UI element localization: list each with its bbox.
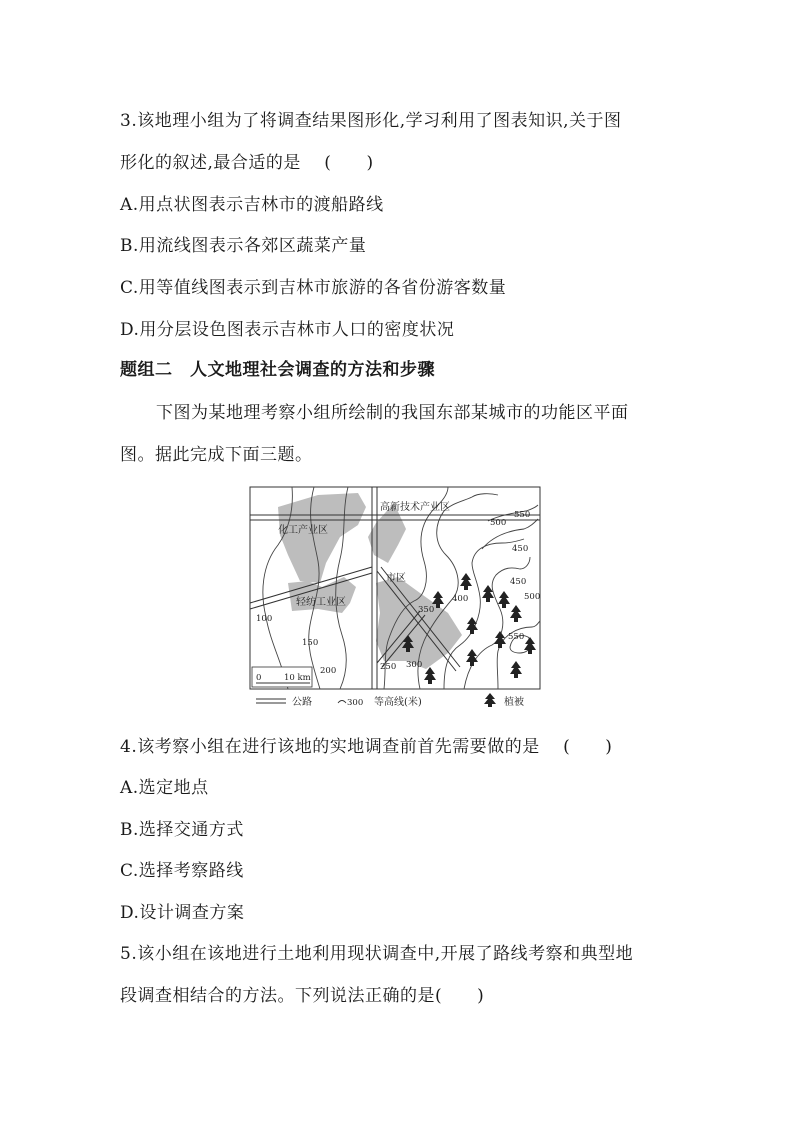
contour-label-300: 300: [406, 660, 423, 670]
scale-distance: 10 km: [284, 673, 311, 683]
map-svg: [248, 485, 544, 715]
q3-option-c: C.用等值线图表示到吉林市旅游的各省份游客数量: [120, 278, 507, 298]
label-textile-zone: 轻纺工业区: [296, 597, 346, 608]
q3-option-a: A.用点状图表示吉林市的渡船路线: [120, 195, 384, 215]
q4-text: 4.该考察小组在进行该地的实地调查前首先需要做的是 ( ): [120, 737, 613, 757]
q5-text-line-1: 5.该小组在该地进行土地利用现状调查中,开展了路线考察和典型地: [120, 944, 634, 964]
q4-option-d: D.设计调查方案: [120, 903, 245, 923]
contour-label-400: 400: [452, 594, 469, 604]
legend-contour-sample: 300: [347, 698, 364, 708]
scale-bar: [252, 667, 312, 687]
q3-option-d: D.用分层设色图表示吉林市人口的密度状况: [120, 320, 455, 340]
legend-road-label: 公路: [292, 697, 312, 708]
q4-option-b: B.选择交通方式: [120, 820, 244, 840]
contour-label-450-a: 450: [512, 544, 529, 554]
contour-label-500-a: 500: [490, 518, 507, 528]
map-legend: [256, 693, 524, 708]
q3-text-line-1: 3.该地理小组为了将调查结果图形化,学习利用了图表知识,关于图: [120, 111, 622, 131]
section-heading: 题组二 人文地理社会调查的方法和步骤: [120, 360, 435, 380]
function-zone-map: [248, 485, 544, 715]
contour-label-350: 350: [418, 605, 435, 615]
label-hightech-zone: 高新技术产业区: [380, 502, 450, 513]
contour-label-550-b: 550: [508, 632, 525, 642]
q4-option-c: C.选择考察路线: [120, 861, 244, 881]
contour-label-250: 250: [380, 662, 397, 672]
label-chemical-zone: 化工产业区: [278, 525, 328, 536]
q3-text-line-2: 形化的叙述,最合适的是 ( ): [120, 153, 374, 173]
contour-label-450-b: 450: [510, 577, 527, 587]
intro-line-2: 图。据此完成下面三题。: [120, 445, 313, 465]
legend-contour-label: 等高线(米): [374, 697, 422, 708]
contour-label-100: 100: [256, 614, 273, 624]
q4-option-a: A.选定地点: [120, 778, 209, 798]
q3-option-b: B.用流线图表示各郊区蔬菜产量: [120, 236, 367, 256]
scale-zero: 0: [256, 673, 262, 683]
contour-label-500-b: 500: [524, 592, 541, 602]
legend-tree-icon: [484, 693, 496, 707]
contour-label-200: 200: [320, 666, 337, 676]
q5-text-line-2: 段调查相结合的方法。下列说法正确的是( ): [120, 986, 485, 1006]
legend-vegetation-label: 植被: [504, 697, 524, 708]
contour-label-150: 150: [302, 638, 319, 648]
contour-label-550-a: 550: [514, 510, 531, 520]
label-city-zone: 市区: [386, 573, 406, 584]
intro-line-1: 下图为某地理考察小组所绘制的我国东部某城市的功能区平面: [156, 403, 629, 423]
